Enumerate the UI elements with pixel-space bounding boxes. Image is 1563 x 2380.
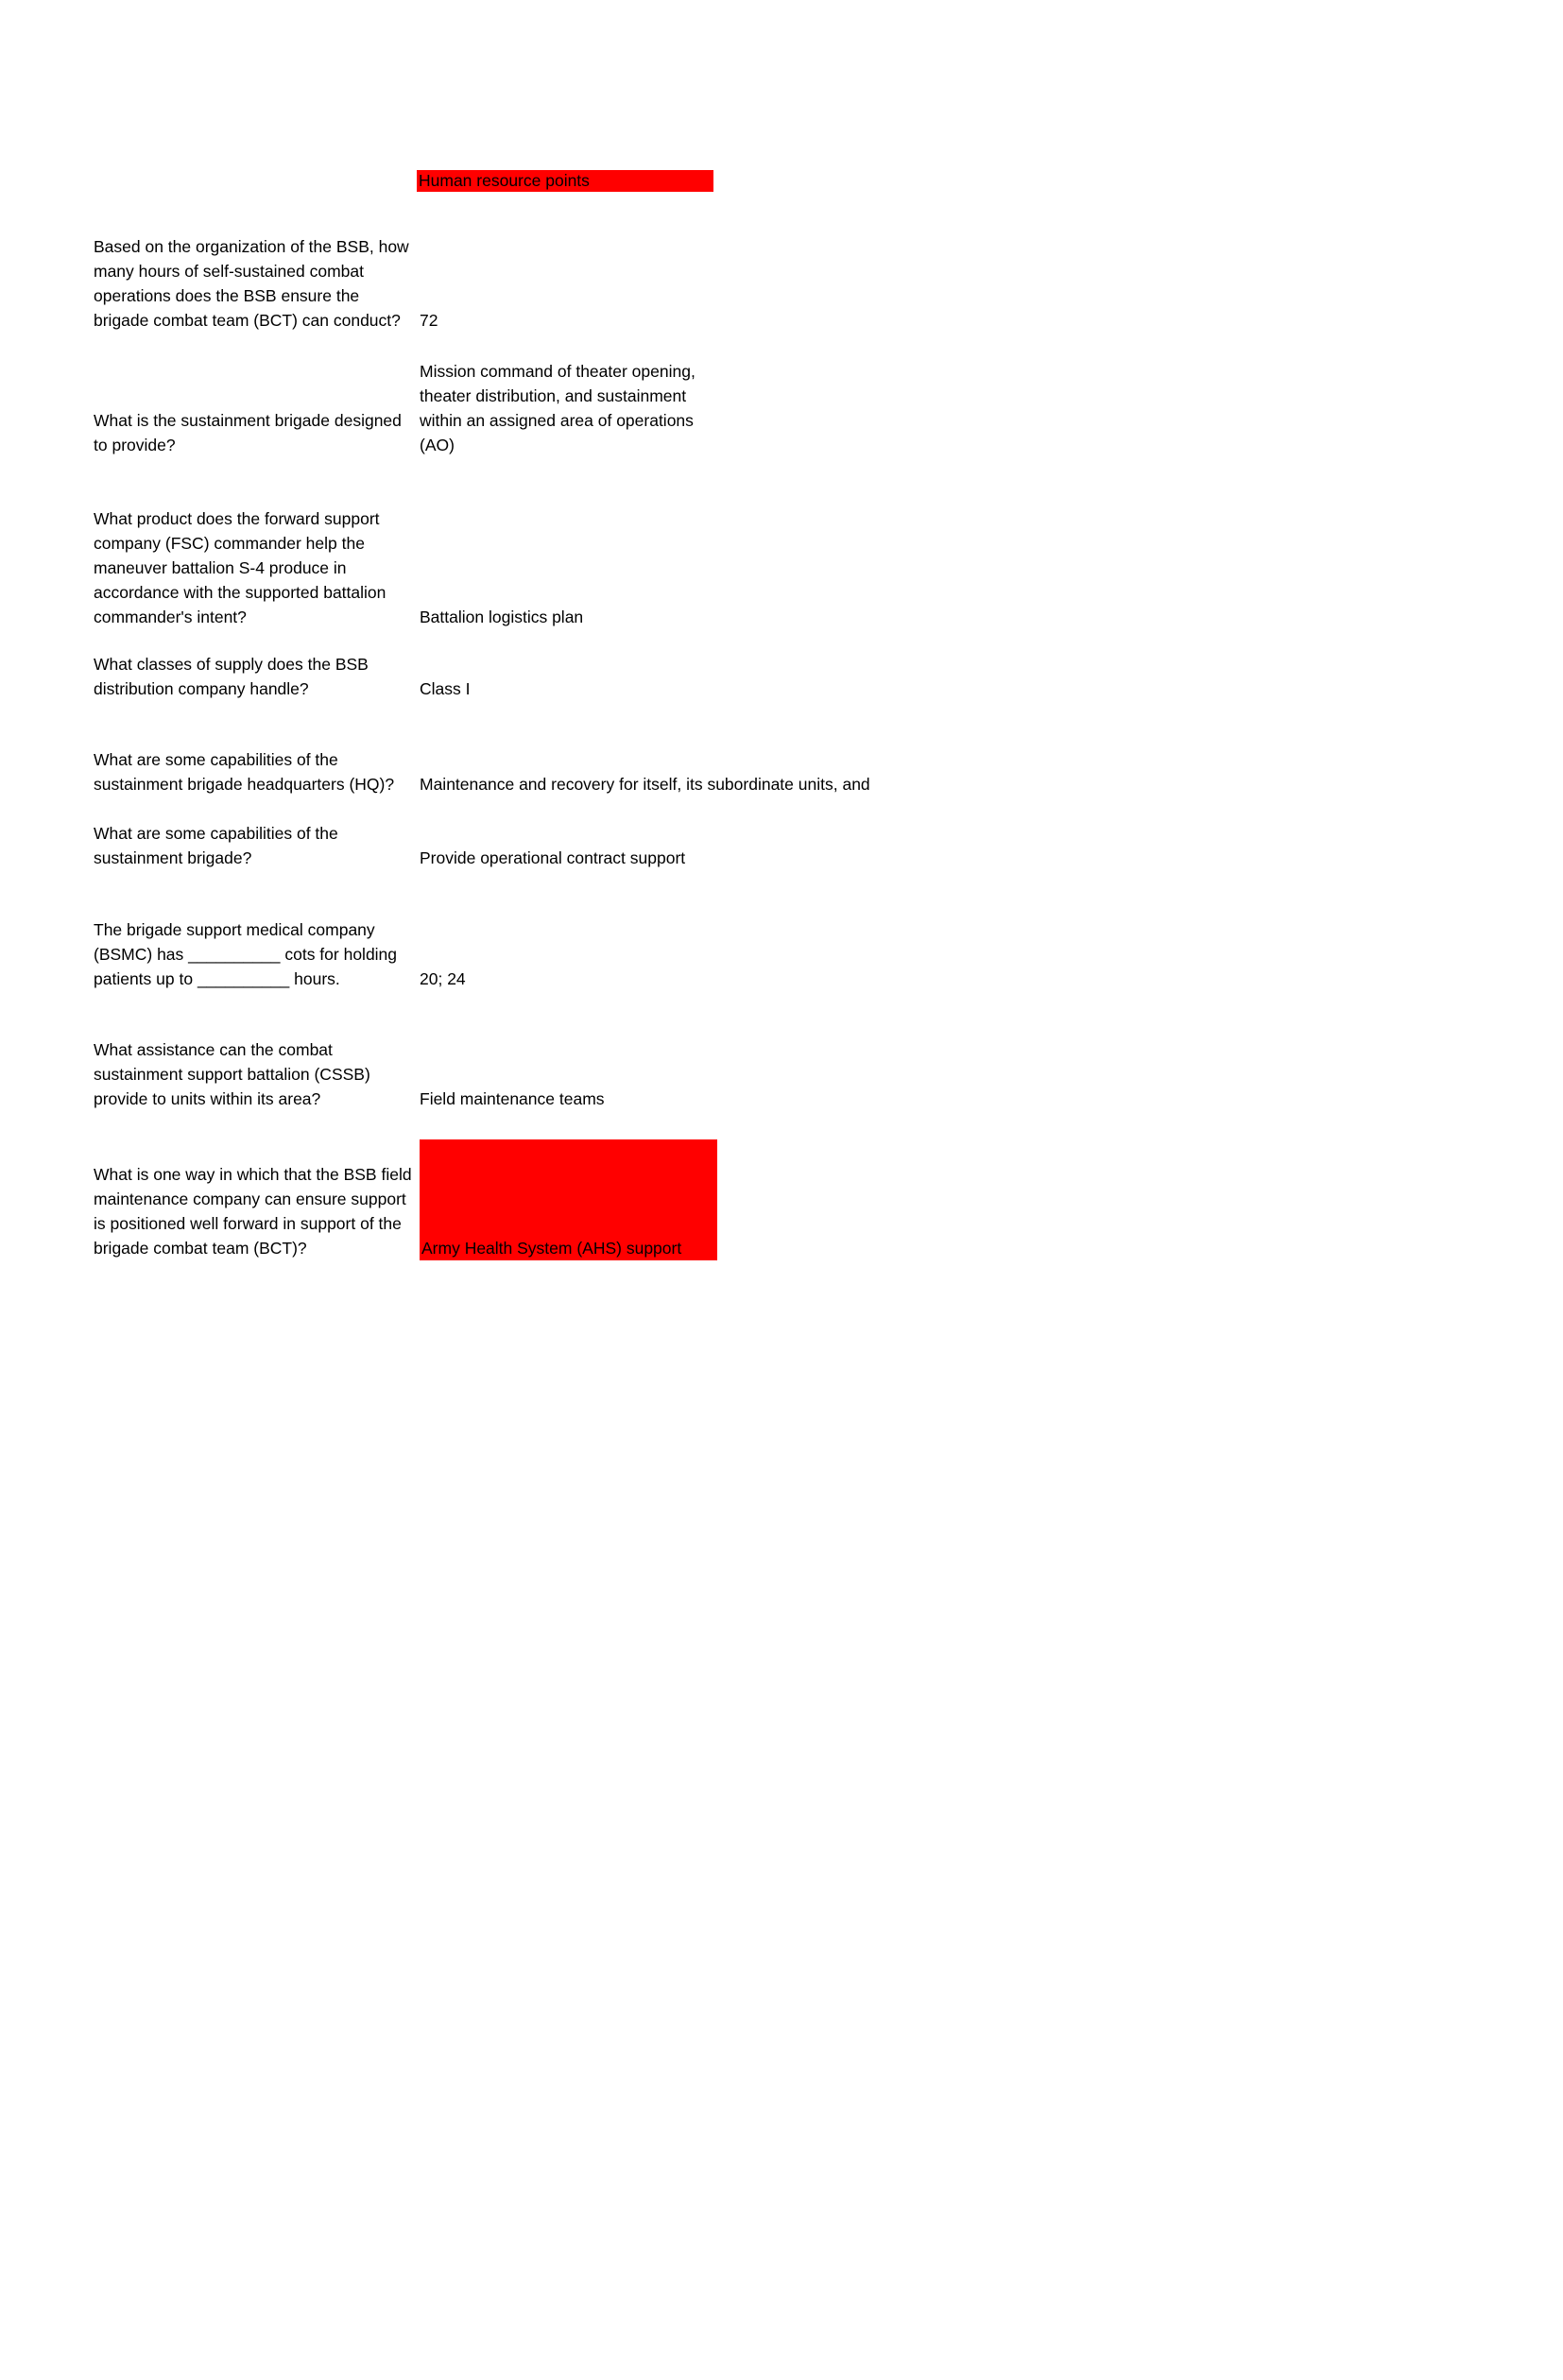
qa-row xyxy=(0,1139,1563,1260)
answer-text: Field maintenance teams xyxy=(420,1089,605,1108)
answer-text: 72 xyxy=(420,311,438,330)
qa-row xyxy=(0,234,1563,333)
question-text: What are some capabilities of the sustainment brigade? xyxy=(94,824,338,867)
answer-text: Class I xyxy=(420,679,471,698)
question-text: What is the sustainment brigade designed to provide? xyxy=(94,411,402,454)
answer-text: Maintenance and recovery for itself, its subordinate units, and xyxy=(420,775,870,794)
answer-text: Army Health System (AHS) support xyxy=(421,1239,682,1258)
document-page xyxy=(0,170,1563,2380)
question-text: Based on the organization of the BSB, how many hours of self-sustained combat operations does the BSB ensure the brigade combat team (BCT) can conduct? xyxy=(94,237,409,330)
qa-row xyxy=(0,652,1563,701)
question-text: What product does the forward support company (FSC) commander help the maneuver battalion S-4 produce in accordance with the supported battalion commander's intent? xyxy=(94,509,386,626)
question-text: What are some capabilities of the sustainment brigade headquarters (HQ)? xyxy=(94,750,395,794)
header-highlight-bar xyxy=(417,170,713,192)
question-text: What assistance can the combat sustainment support battalion (CSSB) provide to units within its area? xyxy=(94,1040,370,1108)
qa-row xyxy=(0,359,1563,457)
qa-row xyxy=(0,821,1563,870)
answer-text: Battalion logistics plan xyxy=(420,608,584,626)
question-text: What is one way in which that the BSB field maintenance company can ensure support is positioned well forward in support of the brigade combat team (BCT)? xyxy=(94,1165,412,1258)
answer-highlight-block xyxy=(420,1139,717,1260)
qa-row xyxy=(0,1037,1563,1111)
answer-text: 20; 24 xyxy=(420,969,466,988)
header-label: Human resource points xyxy=(419,171,590,190)
qa-row xyxy=(0,506,1563,629)
qa-row xyxy=(0,917,1563,991)
qa-row xyxy=(0,747,1563,796)
answer-text: Mission command of theater opening, theater distribution, and sustainment within an assigned area of operations (AO) xyxy=(420,362,696,454)
question-text: The brigade support medical company (BSMC) has __________ cots for holding patients up to __________ hours. xyxy=(94,920,398,988)
question-text: What classes of supply does the BSB distribution company handle? xyxy=(94,655,369,698)
answer-text: Provide operational contract support xyxy=(420,848,686,867)
